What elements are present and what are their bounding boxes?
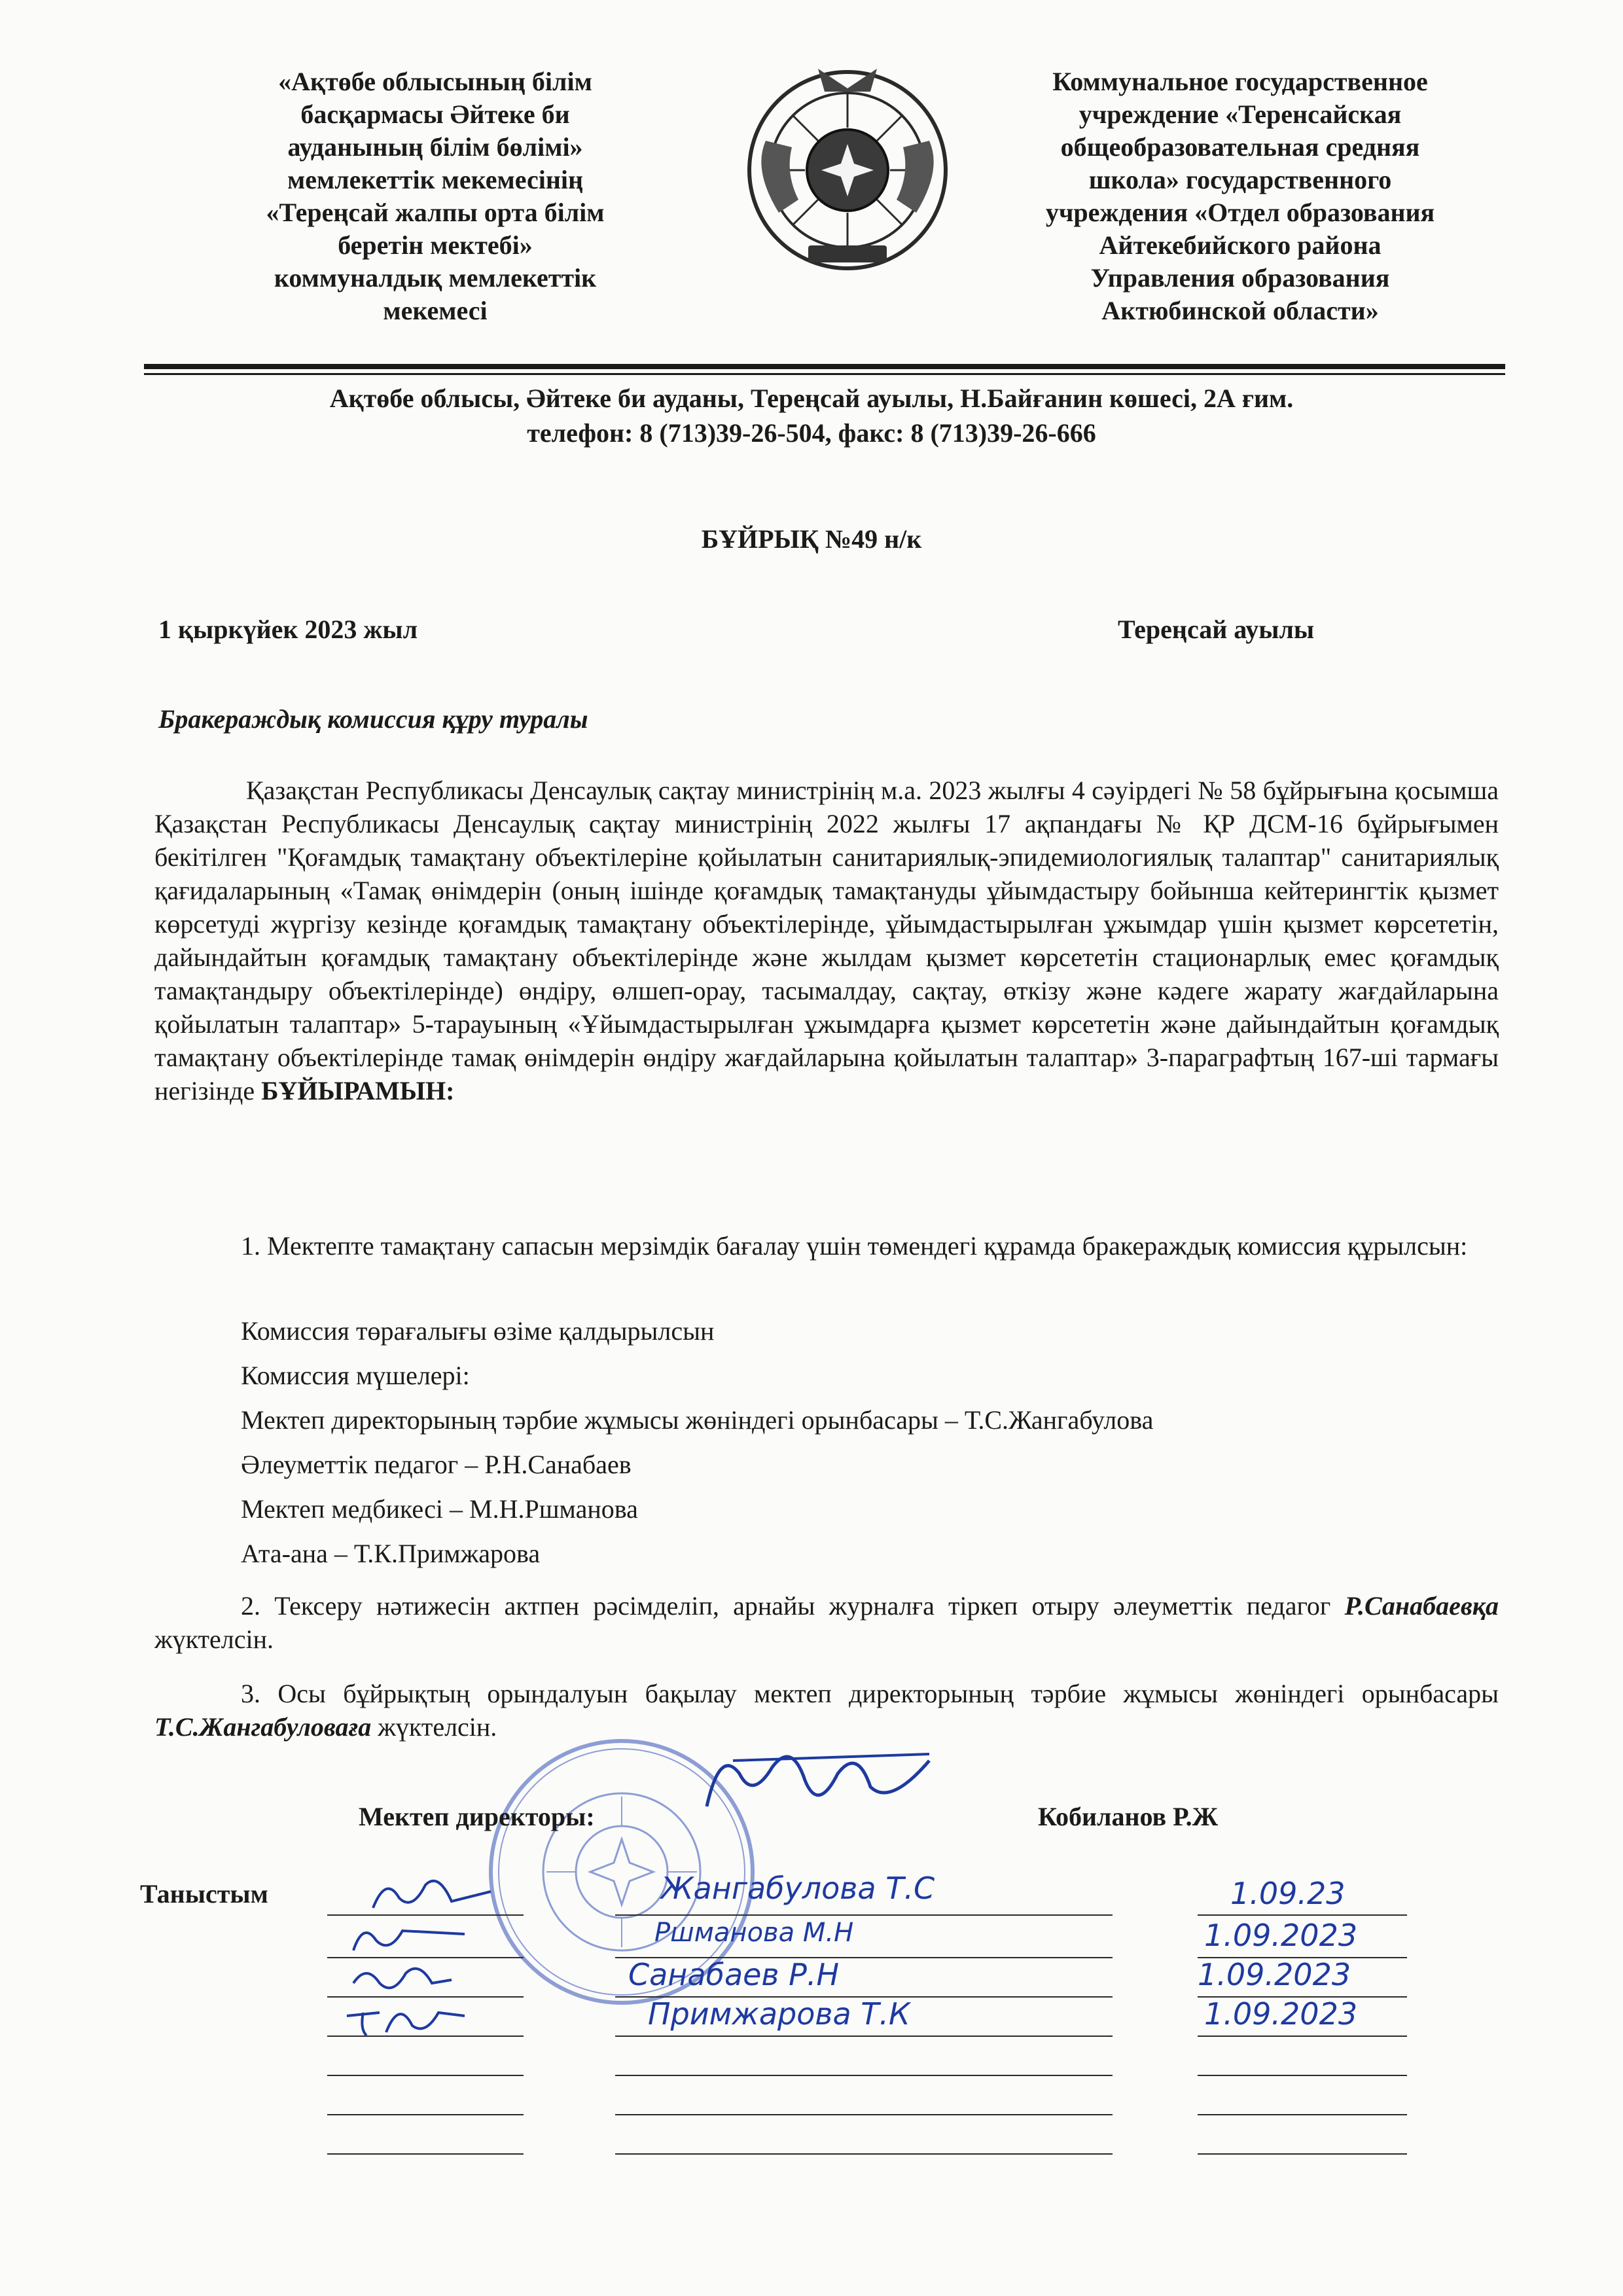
contact-line: телефон: 8 (713)39-26-504, факс: 8 (713)39-26-666	[527, 418, 1096, 448]
header-ru-block	[982, 65, 1499, 327]
order-place: Тереңсай ауылы	[1118, 615, 1315, 644]
signature-line	[327, 2075, 524, 2076]
signature-line	[327, 2153, 524, 2155]
header-kz-line: мекемесі	[383, 296, 488, 325]
handwritten-signature	[366, 1872, 497, 1918]
header-kz-block	[196, 65, 674, 327]
header-ru-line: Айтекебийского района	[1099, 230, 1382, 260]
item-2-text: 2. Тексеру нәтижесін актпен рәсімделіп, арнайы журналға тіркеп отыру әлеуметтік педагог	[241, 1591, 1331, 1621]
order-subject: Бракераждық комиссия құру туралы	[158, 704, 588, 734]
date-line	[1198, 2114, 1407, 2115]
item-2-name: Р.Санабаевқа	[1344, 1591, 1499, 1621]
item-3-name: Т.С.Жангабуловаға	[154, 1712, 372, 1742]
handwritten-signature	[340, 1957, 471, 2000]
date-line	[1198, 2153, 1407, 2155]
item-3-text: 3. Осы бұйрықтың орындалуын бақылау мектеп директорының тәрбие жұмысы жөніндегі орынбасары	[241, 1679, 1499, 1708]
item-1: 1. Мектепте тамақтану сапасын мерзімдік бағалау үшін төмендегі құрамда бракераждық комиссия құрылсын:	[241, 1231, 1468, 1261]
header-divider-thick	[144, 364, 1505, 369]
order-date: 1 қыркүйек 2023 жыл	[158, 615, 418, 644]
item-2	[154, 1589, 1499, 1656]
director-signature	[694, 1734, 942, 1833]
member-line: Комиссия мүшелері:	[241, 1361, 470, 1390]
name-line	[615, 1914, 1113, 1916]
name-line	[615, 2036, 1113, 2037]
acquaintance-date: 1.09.2023	[1198, 1957, 1351, 1992]
header-ru-line: Управления образования	[1090, 263, 1390, 293]
acquaintance-date: 1.09.23	[1230, 1876, 1346, 1911]
header-ru-line: учреждения «Отдел образования	[1045, 198, 1435, 227]
header-kz-line: коммуналдық мемлекеттік	[274, 263, 597, 293]
name-line	[615, 2153, 1113, 2155]
acquaintance-name: Санабаев Р.Н	[628, 1957, 840, 1992]
order-title: БҰЙРЫҚ №49 н/к	[701, 524, 922, 554]
member-line: Мектеп медбикесі – М.Н.Ршманова	[241, 1494, 638, 1524]
preamble-paragraph	[154, 774, 1499, 1107]
name-line	[615, 2075, 1113, 2076]
handwritten-signature	[340, 1996, 471, 2039]
member-line: Ата-ана – Т.К.Примжарова	[241, 1539, 541, 1568]
signature-line	[327, 2114, 524, 2115]
header-divider-thin	[144, 373, 1505, 375]
date-line	[1198, 1914, 1407, 1916]
date-line	[1198, 2036, 1407, 2037]
header-ru-line: учреждение «Теренсайская	[1079, 99, 1402, 129]
kazakhstan-state-emblem-icon	[740, 62, 955, 278]
member-line: Комиссия төрағалығы өзіме қалдырылсын	[241, 1316, 715, 1346]
acquaintance-label: Таныстым	[140, 1879, 268, 1909]
acquaintance-date: 1.09.2023	[1204, 1918, 1358, 1953]
member-line: Әлеуметтік педагог – Р.Н.Санабаев	[241, 1450, 632, 1479]
name-line	[615, 2114, 1113, 2115]
item-2-end: жүктелсін.	[154, 1624, 274, 1654]
acquaintance-name: Примжарова Т.К	[648, 1996, 910, 2032]
header-ru-line: Актюбинской области»	[1101, 296, 1379, 325]
director-name: Кобиланов Р.Ж	[1038, 1802, 1219, 1831]
decree-word: БҰЙЫРАМЫН:	[261, 1076, 455, 1105]
header-kz-line: басқармасы Әйтеке би	[300, 99, 570, 129]
address-line: Ақтөбе облысы, Әйтеке би ауданы, Тереңсай ауылы, Н.Байғанин көшесі, 2А ғим.	[329, 384, 1294, 413]
header-kz-line: ауданының білім бөлімі»	[287, 132, 583, 162]
header-kz-line: мемлекеттік мекемесінің	[287, 165, 584, 194]
acquaintance-name: Жангабулова Т.С	[661, 1871, 935, 1906]
date-line	[1198, 2075, 1407, 2076]
header-kz-line: беретін мектебі»	[338, 230, 533, 260]
item-3-end: жүктелсін.	[378, 1712, 497, 1742]
member-line: Мектеп директорының тәрбие жұмысы жөніндегі орынбасары – Т.С.Жангабулова	[241, 1405, 1154, 1435]
director-label: Мектеп директоры:	[359, 1802, 595, 1831]
header-kz-line: «Ақтөбе облысының білім	[278, 67, 592, 96]
preamble-text: Қазақстан Республикасы Денсаулық сақтау министрінің м.а. 2023 жылғы 4 сәуірдегі № 58 бұйрығына қосымша Қазақстан Республикасы Денсаулық сақтау министрінің 2022 жылғы 17 ақпандағы № ҚР ДСМ-16 бұйрығымен бекітілген "Қоғамдық тамақтану объектілеріне қойылатын санитариялық-эпидемиологиялық талаптар" санитариялық қағидаларының «Тамақ өнімдерін (оның ішінде қоғамдық тамақтануды ұйымдастыру бойынша кейтерингтік қызмет көрсетуді жүргізу кезінде қоғамдық тамақтану объектілерінде, ұйымдастырылған ұжымдар үшін қызмет көрсететін, дайындайтын қоғамдық тамақтану объектілерінде және жылдам қызмет көрсететін стационарлық емес қоғамдық тамақтандыру объектілерінде) өндіру, өлшеп-орау, тасымалдау, сақтау, өткізу және кәдеге жарату жағдайларына қойылатын талаптар» 5-тарауының «Ұйымдастырылған ұжымдарға қызмет көрсететін және дайындайтын қоғамдық тамақтану объектілерінде тамақ өнімдерін өндіру жағдайларына қойылатын талаптар» 3-параграфтың 167-ші тармағы негізінде	[154, 776, 1499, 1105]
item-3	[154, 1677, 1499, 1744]
header-ru-line: школа» государственного	[1088, 165, 1392, 194]
handwritten-signature	[347, 1918, 478, 1960]
acquaintance-name: Ршманова М.Н	[654, 1918, 854, 1948]
header-ru-line: Коммунальное государственное	[1052, 67, 1428, 96]
header-kz-line: «Тереңсай жалпы орта білім	[266, 198, 605, 227]
header-ru-line: общеобразовательная средняя	[1060, 132, 1420, 162]
acquaintance-date: 1.09.2023	[1204, 1996, 1358, 2032]
